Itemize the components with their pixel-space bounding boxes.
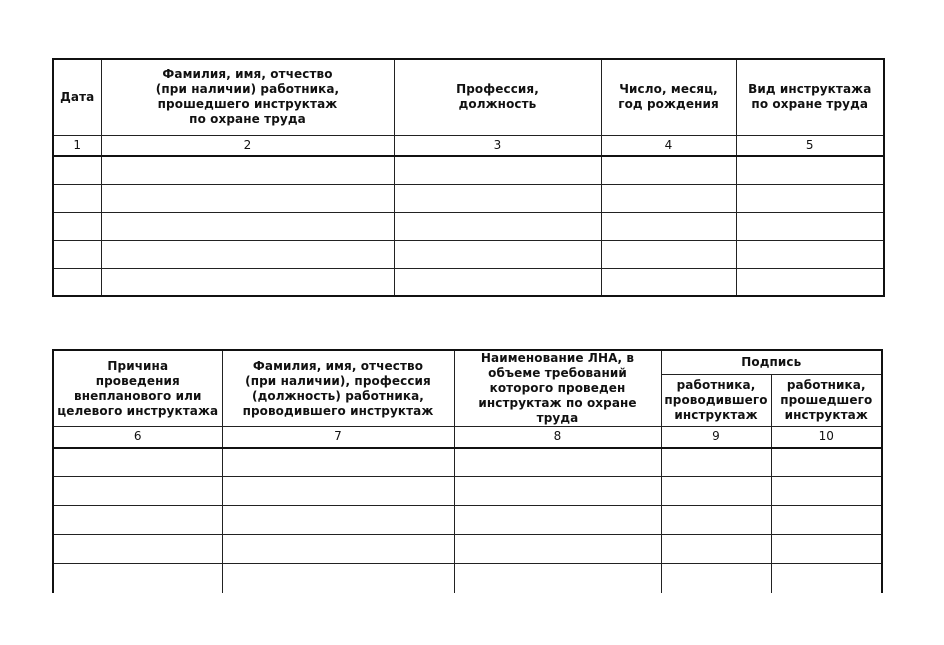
entry-cell[interactable]	[601, 268, 736, 296]
entry-cell[interactable]	[222, 535, 454, 564]
table-row	[53, 564, 882, 593]
header-instructor-name	[222, 350, 454, 427]
header-signature-trainee	[771, 374, 882, 426]
entry-cell[interactable]	[454, 477, 661, 506]
header-unscheduled-reason-text: Причина проведения внепланового или целевого инструктажа	[57, 358, 219, 418]
entry-cell[interactable]	[771, 448, 882, 477]
header-briefing-type-text: Вид инструктажа по охране труда	[748, 82, 872, 112]
column-number: 9	[661, 427, 771, 448]
entry-cell[interactable]	[53, 240, 101, 268]
header-briefing-type	[736, 59, 884, 135]
entry-cell[interactable]	[736, 184, 884, 212]
table-row	[53, 477, 882, 506]
entry-cell[interactable]	[53, 184, 101, 212]
column-number: 4	[601, 135, 736, 156]
header-unscheduled-reason	[53, 350, 222, 427]
table-row	[53, 535, 882, 564]
entry-cell[interactable]	[454, 448, 661, 477]
header-birth-date-text: Число, месяц, год рождения	[618, 82, 719, 112]
header-profession-text: Профессия, должность	[456, 82, 539, 112]
entry-cell[interactable]	[394, 184, 601, 212]
entry-cell[interactable]	[394, 212, 601, 240]
column-number: 5	[736, 135, 884, 156]
entry-cell[interactable]	[222, 448, 454, 477]
header-trainee-name	[101, 59, 394, 135]
entry-cell[interactable]	[736, 156, 884, 184]
entry-cell[interactable]	[101, 156, 394, 184]
column-number: 2	[101, 135, 394, 156]
header-profession	[394, 59, 601, 135]
entry-cell[interactable]	[101, 184, 394, 212]
journal-table-top	[52, 58, 885, 297]
header-birth-date	[601, 59, 736, 135]
entry-cell[interactable]	[601, 156, 736, 184]
entry-cell[interactable]	[771, 506, 882, 535]
entry-cell[interactable]	[771, 535, 882, 564]
column-number: 8	[454, 427, 661, 448]
entry-cell[interactable]	[101, 240, 394, 268]
entry-cell[interactable]	[736, 240, 884, 268]
table-row	[53, 156, 884, 184]
table-row	[53, 448, 882, 477]
entry-cell[interactable]	[222, 564, 454, 593]
table-row	[53, 212, 884, 240]
header-instructor-name-text: Фамилия, имя, отчество (при наличии), профессия (должность) работника, проводившего инструктаж	[242, 358, 434, 418]
entry-cell[interactable]	[454, 564, 661, 593]
entry-cell[interactable]	[394, 156, 601, 184]
header-lna-name-text: Наименование ЛНА, в объеме требований которого проведен инструктаж по охране труда	[478, 351, 637, 425]
table-row	[53, 506, 882, 535]
entry-cell[interactable]	[53, 156, 101, 184]
entry-cell[interactable]	[394, 268, 601, 296]
entry-cell[interactable]	[601, 184, 736, 212]
entry-cell[interactable]	[771, 564, 882, 593]
entry-cell[interactable]	[771, 477, 882, 506]
entry-cell[interactable]	[53, 564, 222, 593]
entry-cell[interactable]	[736, 212, 884, 240]
entry-cell[interactable]	[53, 448, 222, 477]
entry-cell[interactable]	[53, 535, 222, 564]
column-number: 7	[222, 427, 454, 448]
header-trainee-name-text: Фамилия, имя, отчество (при наличии) работника, прошедшего инструктаж по охране труда	[155, 67, 340, 127]
entry-cell[interactable]	[661, 535, 771, 564]
entry-cell[interactable]	[601, 212, 736, 240]
entry-cell[interactable]	[53, 212, 101, 240]
entry-cell[interactable]	[736, 268, 884, 296]
column-number: 10	[771, 427, 882, 448]
table-row	[53, 268, 884, 296]
entry-cell[interactable]	[222, 506, 454, 535]
entry-cell[interactable]	[661, 477, 771, 506]
entry-cell[interactable]	[454, 535, 661, 564]
entry-cell[interactable]	[454, 506, 661, 535]
column-number: 1	[53, 135, 101, 156]
entry-cell[interactable]	[53, 477, 222, 506]
header-signature: Подпись	[661, 350, 882, 374]
entry-cell[interactable]	[101, 212, 394, 240]
header-lna-name	[454, 350, 661, 427]
header-signature-trainee-text: работника, прошедшего инструктаж	[780, 377, 873, 422]
header-date	[53, 59, 101, 135]
entry-cell[interactable]	[101, 268, 394, 296]
header-date-text: Дата	[60, 89, 95, 104]
entry-cell[interactable]	[661, 564, 771, 593]
entry-cell[interactable]	[394, 240, 601, 268]
entry-cell[interactable]	[661, 506, 771, 535]
journal-table-bottom	[52, 349, 883, 593]
column-number: 3	[394, 135, 601, 156]
entry-cell[interactable]	[222, 477, 454, 506]
table-row	[53, 240, 884, 268]
entry-cell[interactable]	[53, 506, 222, 535]
header-signature-instructor-text: работника, проводившего инструктаж	[664, 377, 768, 422]
header-signature-instructor	[661, 374, 771, 426]
entry-cell[interactable]	[601, 240, 736, 268]
column-number: 6	[53, 427, 222, 448]
entry-cell[interactable]	[53, 268, 101, 296]
table-row	[53, 184, 884, 212]
entry-cell[interactable]	[661, 448, 771, 477]
